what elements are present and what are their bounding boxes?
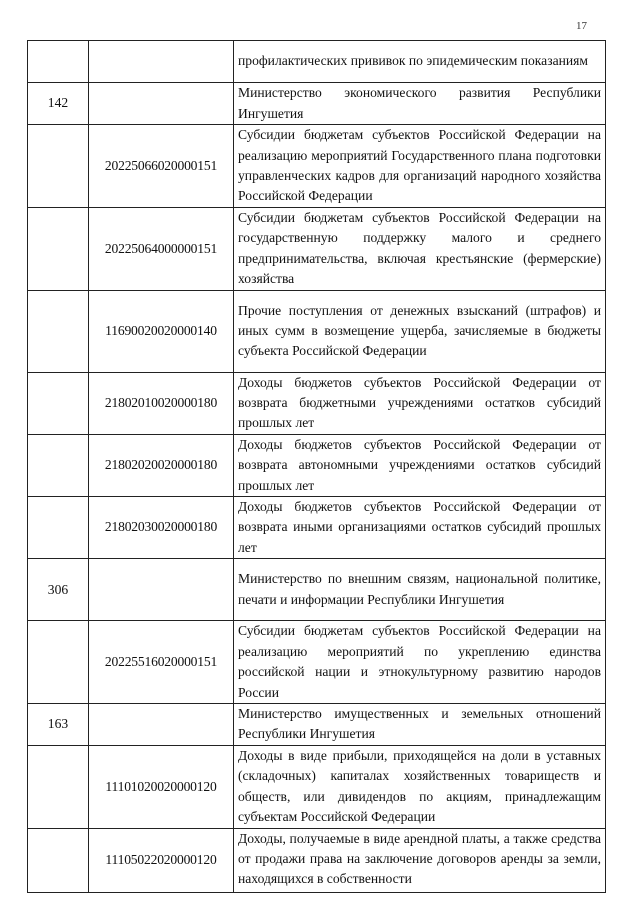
revenue-name-text: Доходы, получаемые в виде арендной платы, а также средства от продажи права на заключение договоров аренды за земли, находящихся в собственности	[238, 830, 601, 887]
page-number: 17	[576, 20, 587, 32]
revenue-code-cell: 20225066020000151	[89, 125, 234, 208]
revenue-name-cell: Прочие поступления от денежных взысканий (штрафов) и иных сумм в возмещение ущерба, зачисляемые в бюджеты субъекта Российской Федерации	[234, 290, 606, 372]
revenue-name-cell: Субсидии бюджетам субъектов Российской Федерации на государственную поддержку малого и среднего предпринимательства, включая крестьянские (фермерские) хозяйства	[234, 208, 606, 291]
revenue-code-cell	[89, 559, 234, 621]
table-row	[28, 83, 606, 125]
admin-code-cell	[28, 41, 89, 83]
admin-code-cell	[28, 434, 89, 496]
revenue-name-cell: Субсидии бюджетам субъектов Российской Федерации на реализацию мероприятий Государственного плана подготовки управленческих кадров для организаций народного хозяйства Российской Федерации	[234, 125, 606, 208]
revenue-code-cell: 21802010020000180	[89, 372, 234, 434]
admin-code-cell	[28, 125, 89, 208]
revenue-code-cell	[89, 83, 234, 125]
admin-code-cell: 306	[28, 559, 89, 621]
table-row	[28, 290, 606, 372]
admin-code-cell	[28, 208, 89, 291]
revenue-name-cell: Доходы бюджетов субъектов Российской Федерации от возврата иными организациями остатков субсидий прошлых лет	[234, 497, 606, 559]
revenue-name-cell: Доходы в виде прибыли, приходящейся на доли в уставных (складочных) капиталах хозяйственных товариществ и обществ, или дивидендов по акциям, принадлежащим субъектам Российской Федерации	[234, 745, 606, 828]
revenue-code-cell: 20225064000000151	[89, 208, 234, 291]
revenue-code-cell: 11105022020000120	[89, 828, 234, 892]
revenue-code-cell: 20225516020000151	[89, 621, 234, 704]
table-row	[28, 703, 606, 745]
budget-revenue-table	[27, 40, 606, 893]
revenue-name-cell: Министерство экономического развития Республики Ингушетия	[234, 83, 606, 125]
revenue-code-cell: 11101020020000120	[89, 745, 234, 828]
table-row	[28, 828, 606, 892]
table-row	[28, 125, 606, 208]
table-row	[28, 497, 606, 559]
revenue-code-cell: 21802030020000180	[89, 497, 234, 559]
revenue-name-cell: Министерство имущественных и земельных отношений Республики Ингушетия	[234, 703, 606, 745]
admin-code-cell	[28, 828, 89, 892]
table-row	[28, 372, 606, 434]
admin-code-cell	[28, 372, 89, 434]
table-body	[28, 41, 606, 893]
revenue-code-cell: 21802020020000180	[89, 434, 234, 496]
table-row	[28, 41, 606, 83]
table-row	[28, 434, 606, 496]
table-row	[28, 621, 606, 704]
table-row	[28, 559, 606, 621]
revenue-name-cell: Доходы бюджетов субъектов Российской Федерации от возврата автономными учреждениями остатков субсидий прошлых лет	[234, 434, 606, 496]
admin-code-cell: 163	[28, 703, 89, 745]
revenue-name-cell: Министерство по внешним связям, национальной политике, печати и информации Республики Ингушетия	[234, 559, 606, 621]
admin-code-cell: 142	[28, 83, 89, 125]
table-row	[28, 745, 606, 828]
revenue-name-cell: Доходы бюджетов субъектов Российской Федерации от возврата бюджетными учреждениями остатков субсидий прошлых лет	[234, 372, 606, 434]
admin-code-cell	[28, 745, 89, 828]
revenue-code-cell: 11690020020000140	[89, 290, 234, 372]
revenue-name-cell: Субсидии бюджетам субъектов Российской Федерации на реализацию мероприятий по укреплению единства российской нации и этнокультурному развитию народов России	[234, 621, 606, 704]
revenue-code-cell	[89, 41, 234, 83]
revenue-name-cell: профилактических прививок по эпидемическим показаниям	[234, 41, 606, 83]
admin-code-cell	[28, 290, 89, 372]
revenue-name-cell	[234, 828, 606, 892]
admin-code-cell	[28, 497, 89, 559]
admin-code-cell	[28, 621, 89, 704]
table-row	[28, 208, 606, 291]
revenue-code-cell	[89, 703, 234, 745]
